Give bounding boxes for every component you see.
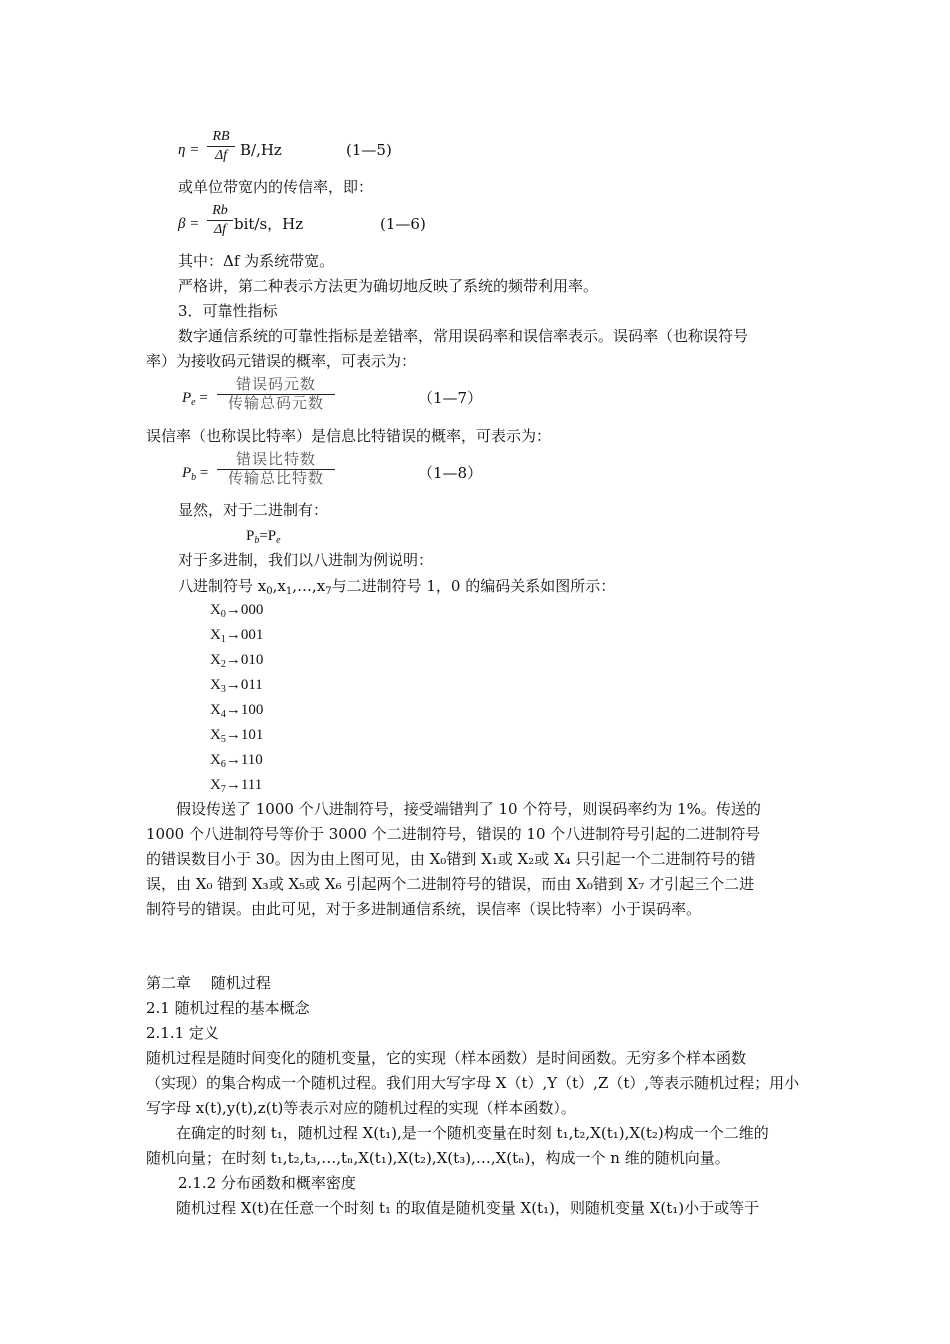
- paragraph-line: 的错误数目小于 30。因为由上图可见，由 X₀错到 X₁或 X₂或 X₄ 只引起一个二进制符号的错: [146, 850, 756, 868]
- arrow-icon: →: [225, 727, 241, 743]
- eq-binary-pb-pe: $P_b=P_e$: [246, 528, 281, 546]
- paragraph-line: 制符号的错误。由此可见，对于多进制通信系统，误信率（误比特率）小于误码率。: [146, 900, 702, 918]
- eq18-numerator: 错误比特数: [235, 452, 316, 468]
- eq17-denominator: 传输总码元数: [227, 396, 324, 412]
- code-bits: 011: [240, 677, 263, 693]
- eq16-tag: (1—6): [380, 215, 426, 233]
- paragraph-line: 误，由 X₀ 错到 X₃或 X₅或 X₆ 引起两个二进制符号的错误，而由 X₀错到 X₇ 才引起三个二进: [146, 875, 755, 893]
- eq15-unit: B/,Hz: [240, 141, 282, 159]
- text-ber-definition: 误信率（也称误比特率）是信息比特错误的概率，可表示为：: [146, 427, 552, 445]
- eq18-denominator: 传输总比特数: [227, 471, 324, 487]
- code-row: $X_5\to 101$: [210, 727, 264, 745]
- code-bits: 110: [240, 752, 263, 768]
- code-row: $X_3\to 011$: [210, 677, 263, 695]
- code-row: $X_4\to 100$: [210, 702, 264, 720]
- heading-reliability: 3．可靠性指标: [178, 302, 278, 320]
- paragraph-line: 写字母 x(t),y(t),z(t)等表示对应的随机过程的实现（样本函数）。: [146, 1099, 576, 1117]
- code-row: $X_7\to 111$: [210, 777, 263, 795]
- code-symbol: X: [210, 652, 221, 668]
- text-or-unit-bandwidth: 或单位带宽内的传信率，即：: [178, 178, 374, 196]
- arrow-icon: →: [225, 677, 241, 693]
- arrow-icon: →: [225, 652, 241, 668]
- eq16-unit: bit/s，Hz: [234, 215, 304, 233]
- paragraph-line: （实现）的集合构成一个随机过程。我们用大写字母 X（t）,Y（t）,Z（t）,等表示随机过程；用小: [146, 1074, 800, 1092]
- code-row: $X_1\to 001$: [210, 627, 264, 645]
- eq17-numerator: 错误码元数: [235, 377, 316, 393]
- eq15-fraction: [207, 128, 235, 165]
- code-symbol: X: [210, 702, 221, 718]
- eq16-lhs: β =: [178, 216, 200, 232]
- code-bits: 010: [240, 652, 264, 668]
- code-symbol: X: [210, 602, 221, 618]
- code-symbol: X: [210, 677, 221, 693]
- section-2-1-2-title: 2.1.2 分布函数和概率密度: [178, 1174, 356, 1192]
- arrow-icon: →: [225, 627, 241, 643]
- section-2-1-1-title: 2.1.1 定义: [146, 1024, 219, 1042]
- code-symbol: X: [210, 777, 221, 793]
- para-distribution: 随机过程 X(t)在任意一个时刻 t₁ 的取值是随机变量 X(t₁)，则随机变量 X(t₁)小于或等于: [146, 1199, 760, 1217]
- section-2-1-title: 2.1 随机过程的基本概念: [146, 999, 310, 1017]
- paragraph-line: 假设传送了 1000 个八进制符号，接受端错判了 10 个符号，则误码率约为 1%。传送的: [146, 800, 761, 818]
- para-reliability-line2: 率）为接收码元错误的概率，可表示为：: [146, 352, 417, 370]
- eq17-tag: （1—7）: [418, 389, 483, 407]
- text-where-bandwidth: 其中：Δf 为系统带宽。: [178, 252, 335, 270]
- text-obviously-binary: 显然，对于二进制有：: [178, 501, 329, 519]
- arrow-icon: →: [225, 702, 241, 718]
- para-reliability-line1: 数字通信系统的可靠性指标是差错率，常用误码率和误信率表示。误码率（也称误符号: [178, 327, 749, 345]
- paragraph-line: 随机过程是随时间变化的随机变量，它的实现（样本函数）是时间函数。无穷多个样本函数: [146, 1049, 747, 1067]
- code-bits: 001: [240, 627, 264, 643]
- eq15-tag: (1—5): [346, 141, 392, 159]
- code-bits: 111: [240, 777, 263, 793]
- eq17-lhs: $P_e$ =: [182, 390, 208, 408]
- code-symbol: X: [210, 727, 221, 743]
- eq16-numerator: Rb: [212, 203, 228, 218]
- arrow-icon: →: [225, 602, 241, 618]
- arrow-icon: →: [225, 752, 241, 768]
- eq18-lhs: $P_b$ =: [182, 465, 209, 483]
- code-row: $X_2\to 010$: [210, 652, 264, 670]
- eq18-tag: （1—8）: [418, 464, 483, 482]
- text-strictly: 严格讲，第二种表示方法更为确切地反映了系统的频带利用率。: [178, 277, 599, 295]
- code-bits: 100: [240, 702, 264, 718]
- code-symbol: X: [210, 752, 221, 768]
- arrow-icon: →: [225, 777, 241, 793]
- eq16-fraction: [207, 202, 233, 239]
- code-row: $X_0\to 000$: [210, 602, 264, 620]
- chapter-2-title: 第二章 随机过程: [146, 974, 271, 992]
- paragraph-line: 1000 个八进制符号等价于 3000 个二进制符号，错误的 10 个八进制符号引起的二进制符号: [146, 825, 761, 843]
- eq16-denominator: Δf: [213, 222, 227, 237]
- eq15-denominator: Δf: [214, 148, 228, 163]
- code-row: $X_6\to 110$: [210, 752, 263, 770]
- paragraph-line: 随机向量；在时刻 t₁,t₂,t₃,…,tₙ,X(t₁),X(t₂),X(t₃),…,X(tₙ)，构成一个 n 维的随机向量。: [146, 1149, 730, 1167]
- code-bits: 000: [240, 602, 264, 618]
- code-symbol: X: [210, 627, 221, 643]
- paragraph-line: 在确定的时刻 t₁，随机过程 X(t₁),是一个随机变量在时刻 t₁,t₂,X(t₁),X(t₂)构成一个二维的: [146, 1124, 769, 1142]
- code-bits: 101: [240, 727, 264, 743]
- eq15-lhs: η =: [178, 142, 200, 158]
- eq18-fraction: [217, 451, 335, 488]
- text-multi-level: 对于多进制，我们以八进制为例说明：: [178, 551, 434, 569]
- eq17-fraction: [217, 376, 335, 413]
- text-octal-mapping: 八进制符号 $x_0,x_1,\dots,x_7$与二进制符号 1，0 的编码关系如图所示：: [178, 577, 616, 597]
- eq15-numerator: RB: [212, 129, 230, 144]
